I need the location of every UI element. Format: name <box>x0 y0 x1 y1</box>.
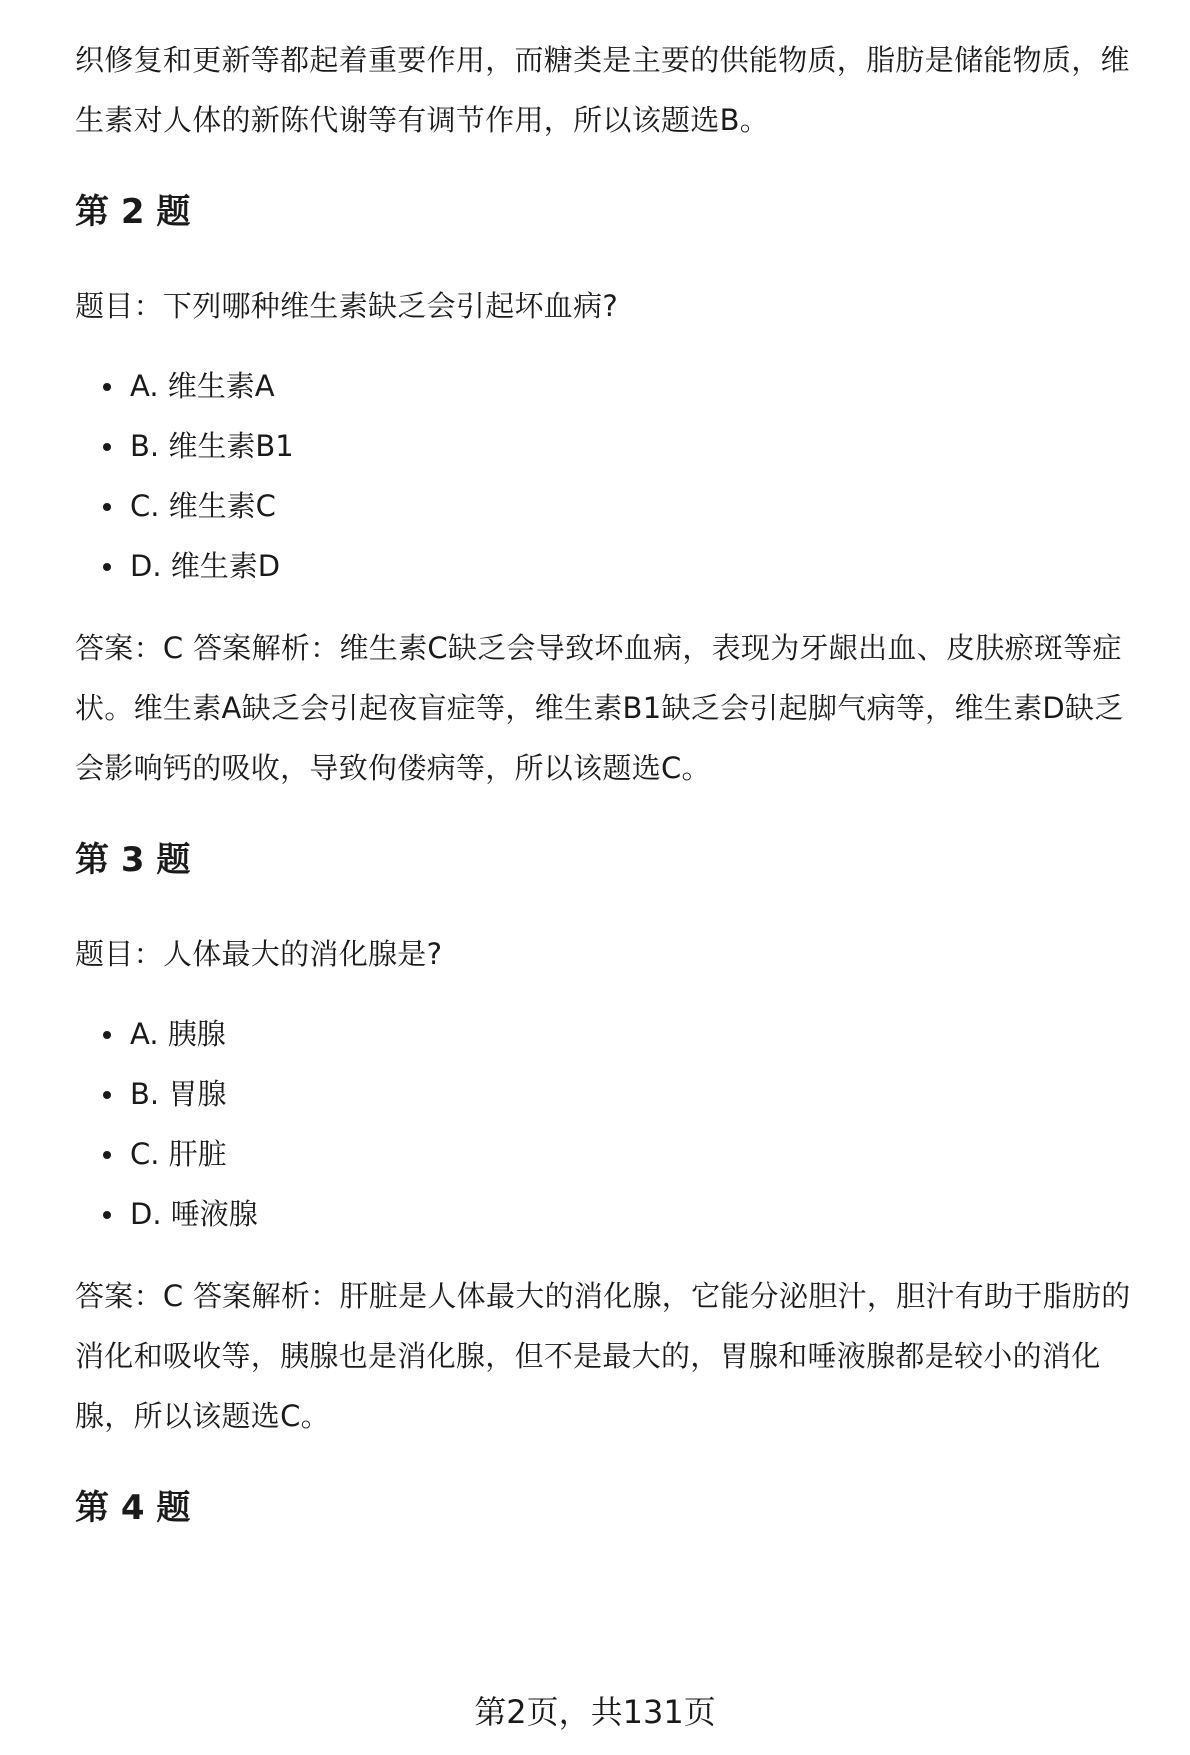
bullet-icon <box>103 503 111 511</box>
option-item <box>75 1124 1175 1184</box>
document-page <box>75 40 1175 1534</box>
option-list <box>75 356 1175 596</box>
text-line: 织修复和更新等都起着重要作用，而糖类是主要的供能物质，脂肪是储能物质，维 <box>75 43 1130 77</box>
question-heading: 第 2 题 <box>75 192 191 232</box>
option-item <box>75 416 1175 476</box>
option-item <box>75 1004 1175 1064</box>
option-list <box>75 1004 1175 1244</box>
page-number-footer: 第2页，共131页 <box>474 1693 716 1731</box>
bullet-icon <box>103 563 111 571</box>
option-item <box>75 1064 1175 1124</box>
option-item <box>75 536 1175 596</box>
text-line: 状。维生素A缺乏会引起夜盲症等，维生素B1缺乏会引起脚气病等，维生素D缺乏 <box>75 691 1124 725</box>
bullet-icon <box>103 443 111 451</box>
text-line: 答案：C 答案解析：肝脏是人体最大的消化腺，它能分泌胆汁，胆汁有助于脂肪的 <box>75 1279 1131 1313</box>
answer-explanation <box>75 618 1175 798</box>
option-label: B. 胃腺 <box>130 1077 227 1111</box>
bullet-icon <box>103 1031 111 1039</box>
answer-explanation <box>75 1266 1175 1446</box>
text-line: 会影响钙的吸收，导致佝偻病等，所以该题选C。 <box>75 751 711 785</box>
option-item <box>75 1184 1175 1244</box>
text-line: 腺，所以该题选C。 <box>75 1399 330 1433</box>
option-item <box>75 356 1175 416</box>
question-heading: 第 4 题 <box>75 1488 191 1528</box>
question-prompt: 题目：下列哪种维生素缺乏会引起坏血病? <box>75 289 619 323</box>
bullet-icon <box>103 1151 111 1159</box>
option-label: D. 唾液腺 <box>130 1197 258 1231</box>
option-label: B. 维生素B1 <box>130 429 294 463</box>
text-line: 答案：C 答案解析：维生素C缺乏会导致坏血病，表现为牙龈出血、皮肤瘀斑等症 <box>75 631 1122 665</box>
option-label: C. 维生素C <box>130 489 276 523</box>
option-label: D. 维生素D <box>130 549 281 583</box>
previous-answer-continuation <box>75 30 1175 150</box>
bullet-icon <box>103 383 111 391</box>
option-label: A. 胰腺 <box>130 1017 226 1051</box>
option-label: C. 肝脏 <box>130 1137 227 1171</box>
option-item <box>75 476 1175 536</box>
question-3 <box>75 834 1175 1446</box>
question-4 <box>75 1482 1175 1534</box>
question-prompt: 题目：人体最大的消化腺是? <box>75 937 443 971</box>
bullet-icon <box>103 1211 111 1219</box>
question-heading: 第 3 题 <box>75 840 191 880</box>
option-label: A. 维生素A <box>130 369 275 403</box>
bullet-icon <box>103 1091 111 1099</box>
text-line: 消化和吸收等，胰腺也是消化腺，但不是最大的，胃腺和唾液腺都是较小的消化 <box>75 1339 1101 1373</box>
text-line: 生素对人体的新陈代谢等有调节作用，所以该题选B。 <box>75 103 770 137</box>
question-2 <box>75 186 1175 798</box>
